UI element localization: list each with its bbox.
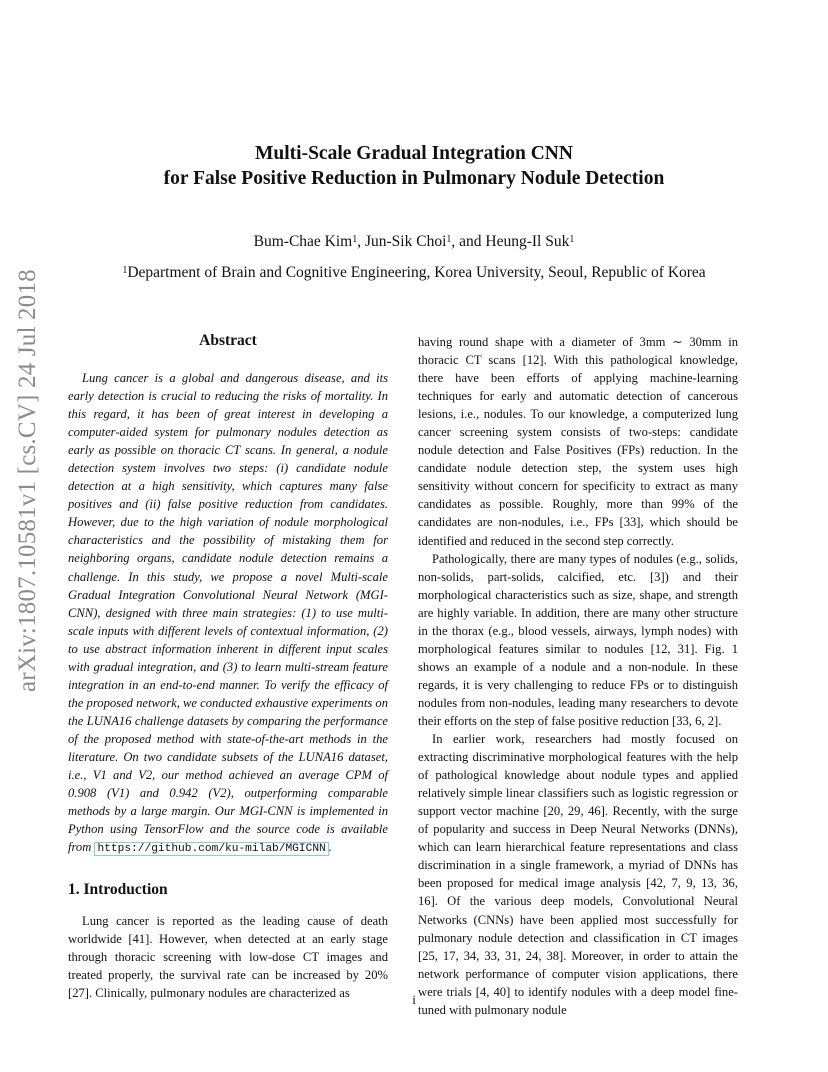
author-affil-mark: 1 (569, 234, 575, 245)
abstract-heading: Abstract (199, 332, 257, 349)
affiliation-text: Department of Brain and Cognitive Engineering, Korea University, Seoul, Republic of Korea (127, 264, 706, 281)
right-column (418, 333, 738, 1019)
abstract-end: . (328, 840, 332, 855)
paper-title (0, 141, 828, 191)
title-line-2: for False Positive Reduction in Pulmonary Nodule Detection (163, 168, 665, 189)
arxiv-identifier: arXiv:1807.10581v1 [cs.CV] 24 Jul 2018 (14, 269, 41, 692)
introduction-heading: 1. Introduction (68, 881, 168, 899)
abstract-body (68, 369, 388, 858)
author-affil-mark: 1 (446, 234, 452, 245)
intro-paragraph-1: Lung cancer is reported as the leading cause of death worldwide [41]. However, when detected at an early stage through thoracic screening with low-dose CT images and treated properly, the survival rate can be increased by 20% [27]. Clinically, pulmonary nodules are characterized as (68, 914, 388, 1001)
page-number: i (412, 992, 416, 1007)
title-line-1: Multi-Scale Gradual Integration CNN (255, 143, 573, 164)
author-separator: , and (451, 233, 486, 250)
author-separator: , (357, 233, 365, 250)
left-column (68, 331, 388, 1003)
author-list (0, 232, 828, 252)
author-affil-mark: 1 (352, 234, 358, 245)
author-name: Bum-Chae Kim (253, 233, 353, 250)
body-paragraph-1: having round shape with a diameter of 3mm ∼ 30mm in thoracic CT scans [12]. With this pathological knowledge, there have been efforts of applying machine-learning techniques for early and automatic detection of cancerous lesions, i.e., nodules. To our knowledge, a computerized lung cancer screening system consists of two-steps: candidate nodule detection and False Positives (FPs) reduction. In the candidate nodule detection step, the system uses high sensitivity without concern for specificity to extract as many candidates as possible. Roughly, more than 99% of the candidates are non-nodules, i.e., FPs [33], which should be identified and reduced in the second step correctly. (418, 335, 738, 548)
source-code-link[interactable]: https://github.com/ku-milab/MGICNN (94, 842, 328, 856)
affiliation (0, 263, 828, 283)
abstract-text: Lung cancer is a global and dangerous disease, and its early detection is crucial to reducing the risks of mortality. In this regard, it has been of great interest in developing a computer-aided system for pulmonary nodules detection as early as possible on thoracic CT scans. In general, a nodule detection system involves two steps: (i) candidate nodule detection at a high sensitivity, which captures many false positives and (ii) false positive reduction from candidates. However, due to the high variation of nodule morphological characteristics and the possibility of mistaking them for neighboring organs, candidate nodule detection remains a challenge. In this study, we propose a novel Multi-scale Gradual Integration Convolutional Neural Network (MGI-CNN), designed with three main strategies: (1) to use multi-scale inputs with different levels of contextual information, (2) to use abstract information inherent in different input scales with gradual integration, and (3) to learn multi-stream feature integration in an end-to-end manner. To verify the efficacy of the proposed network, we conducted exhaustive experiments on the LUNA16 challenge datasets by comparing the performance of the proposed method with state-of-the-art methods in the literature. On two candidate subsets of the LUNA16 dataset, i.e., V1 and V2, our method achieved an average CPM of 0.908 (V1) and 0.942 (V2), outperforming comparable methods by a large margin. Our MGI-CNN is implemented in Python using TensorFlow and the source code is available from (68, 371, 388, 855)
body-paragraph-2: Pathologically, there are many types of nodules (e.g., solids, non-solids, part-solids, calcified, etc. [3]) and their morphological characteristics such as size, shape, and strength are highly variable. In addition, there are many other structure in the thorax (e.g., blood vessels, airways, lymph nodes) with morphological features similar to nodules [12, 31]. Fig. 1 shows an example of a nodule and a non-nodule. In these regards, it is very challenging to reduce FPs or to distinguish nodules from non-nodules, leading many researchers to devote their efforts on the step of false positive reduction [33, 6, 2]. (418, 551, 738, 728)
author-name: Heung-Il Suk (485, 233, 570, 250)
author-name: Jun-Sik Choi (364, 233, 447, 250)
body-paragraph-3: In earlier work, researchers had mostly focused on extracting discriminative morphological features with the help of pathological knowledge about nodule types and applied relatively simple linear classifiers such as logistic regression or support vector machine [20, 29, 46]. Recently, with the surge of popularity and success in Deep Neural Networks (DNNs), which can learn hierarchical feature representations and class discrimination in a single framework, a myriad of DNNs has been proposed for medical image analysis [42, 7, 9, 13, 36, 16]. Of the various deep models, Convolutional Neural Networks (CNNs) have been applied most successfully for pulmonary nodule detection and classification in CT images [25, 17, 34, 33, 31, 24, 38]. Moreover, in order to attain the network performance of computer vision applications, there were trials [4, 40] to identify nodules with a deep model fine-tuned with pulmonary nodule (418, 732, 738, 1017)
affiliation-mark: 1 (122, 265, 128, 276)
